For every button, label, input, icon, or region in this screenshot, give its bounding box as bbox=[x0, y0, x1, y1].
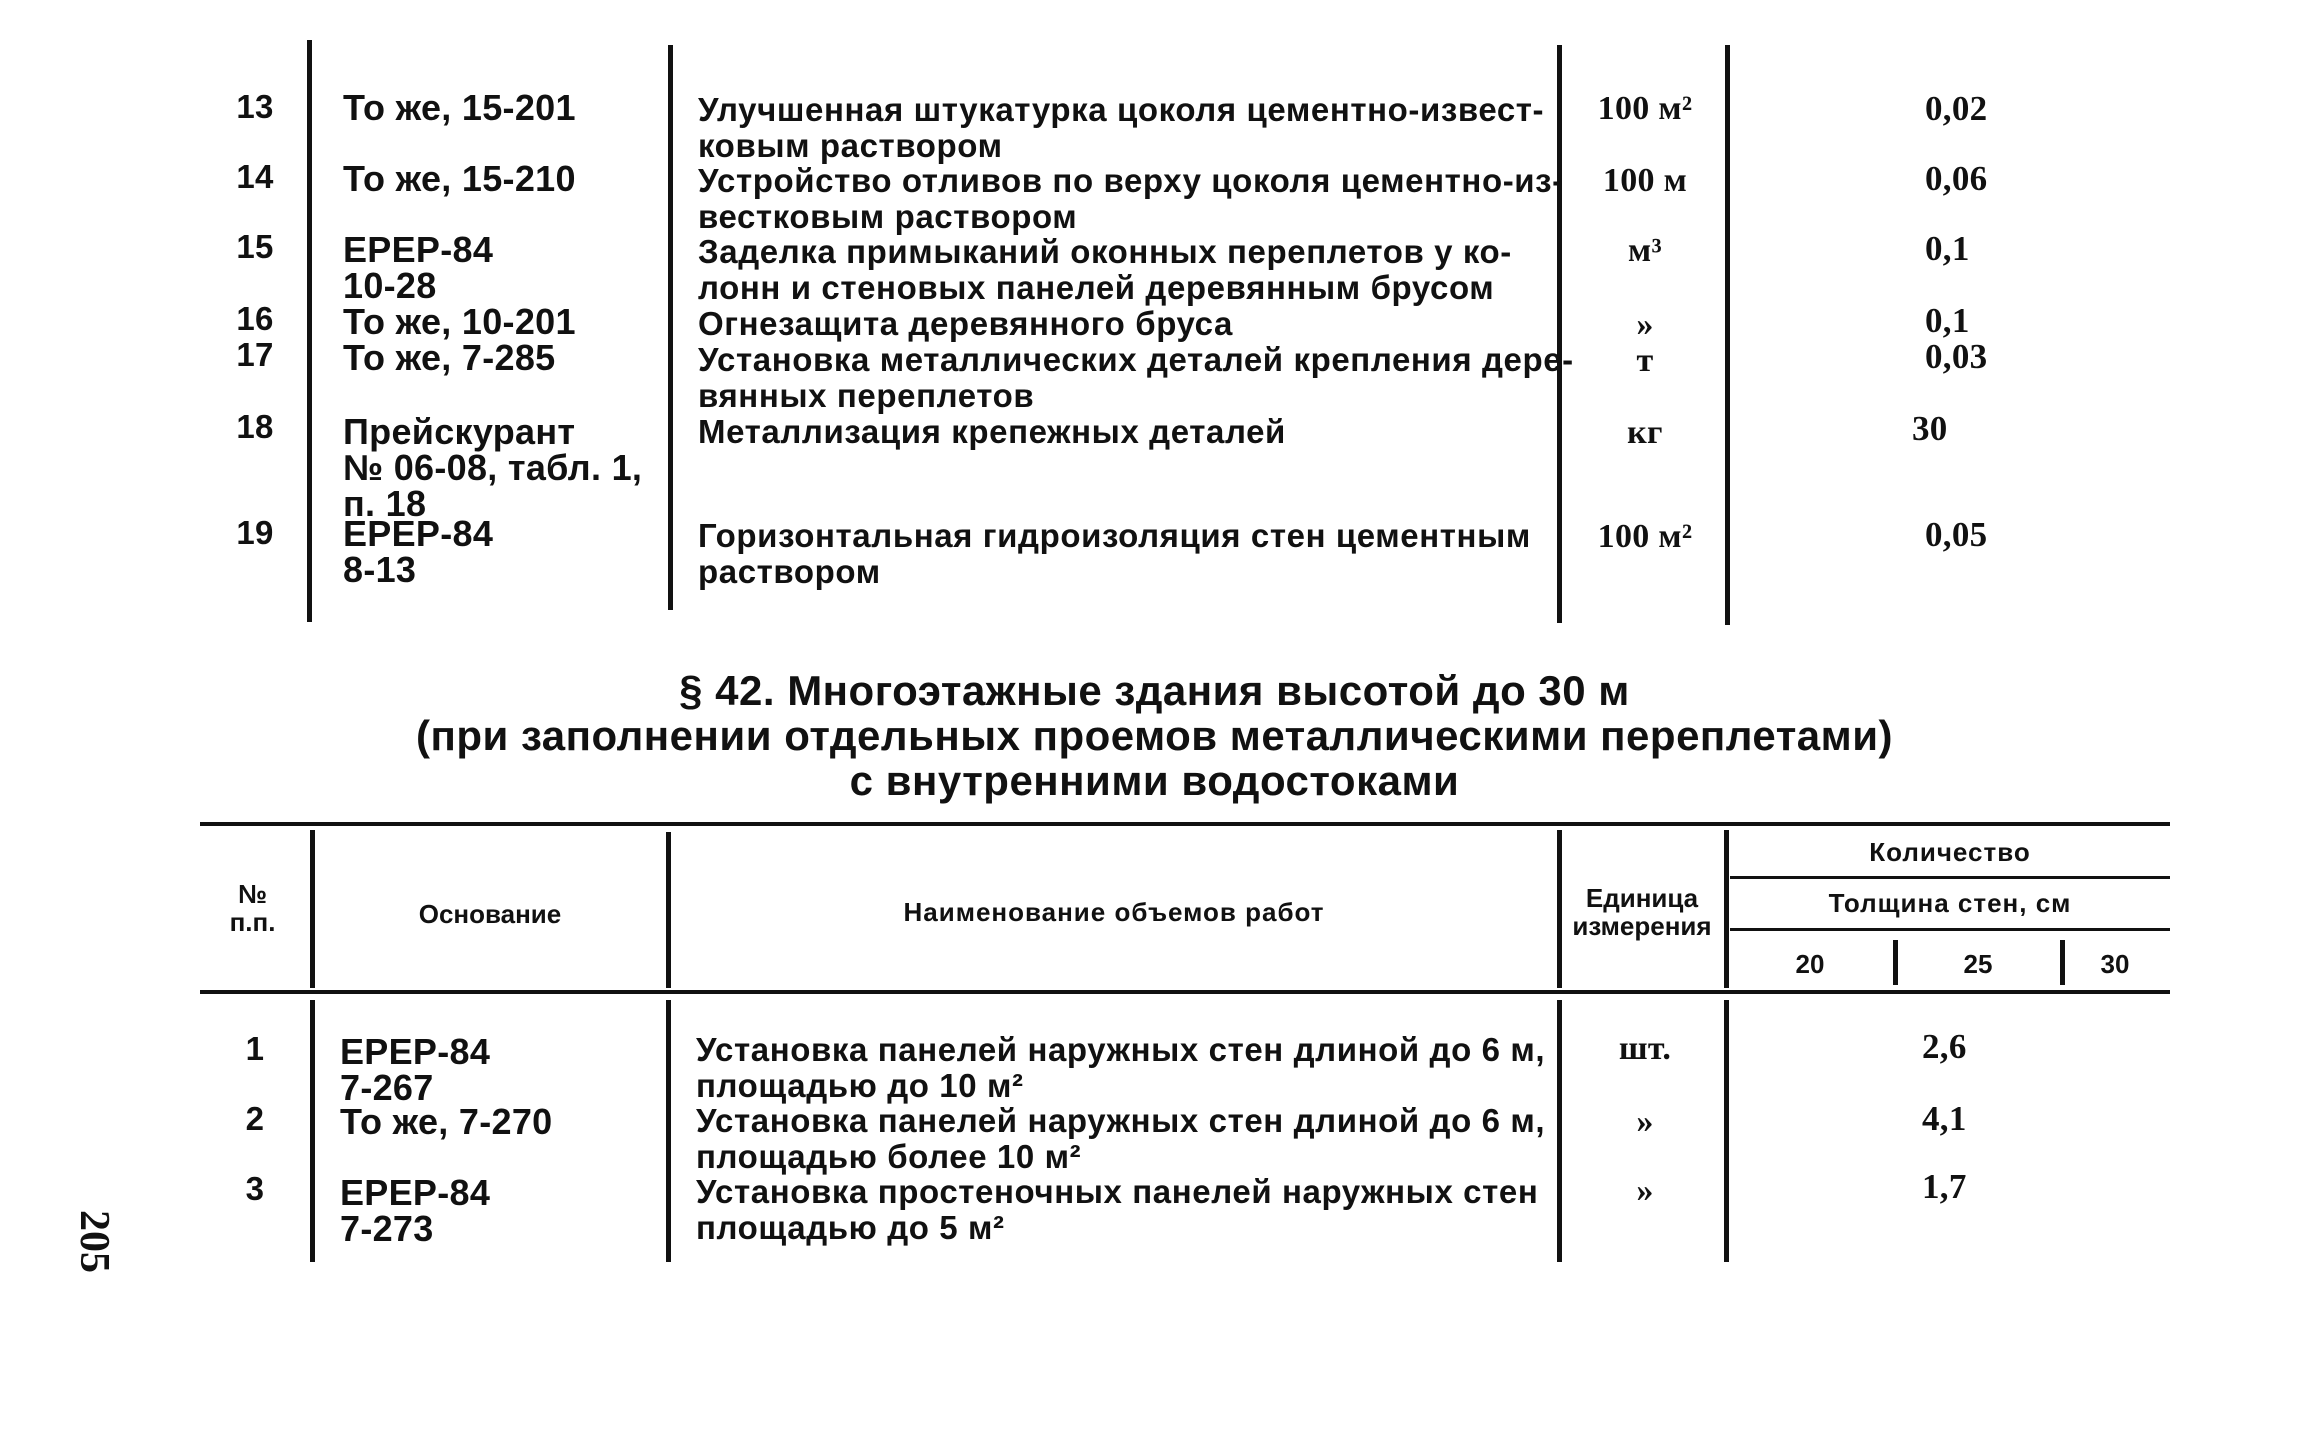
row-1-unit: шт. bbox=[1618, 1030, 1672, 1067]
header-col-30: 30 bbox=[2100, 949, 2130, 979]
section-title-line-2: (при заполнении отдельных проемов металлическими переплетами) bbox=[415, 712, 1894, 759]
header-quantity: Количество bbox=[1869, 837, 2031, 867]
row-19-basis: ЕРЕР-84 8-13 bbox=[343, 513, 494, 590]
row-15-description: Заделка примыканий оконных переплетов у ко- лонн и стеновых панелей деревянным брусом bbox=[698, 233, 1512, 306]
page-number: 205 bbox=[71, 1210, 117, 1273]
header-unit: Единица измерения bbox=[1572, 883, 1712, 941]
row-16-unit: » bbox=[1636, 306, 1654, 343]
row-13-basis: То же, 15-201 bbox=[343, 87, 576, 128]
row-1-quantity: 2,6 bbox=[1922, 1027, 1967, 1066]
row-13-number: 13 bbox=[236, 88, 274, 125]
row-18-basis: Прейскурант № 06-08, табл. 1, п. 18 bbox=[343, 411, 643, 524]
row-14-basis: То же, 15-210 bbox=[343, 158, 576, 199]
row-3-basis: ЕРЕР-84 7-273 bbox=[340, 1172, 491, 1249]
header-basis: Основание bbox=[418, 899, 562, 929]
top-col-divider-2 bbox=[668, 45, 673, 610]
row-13-quantity: 0,02 bbox=[1925, 89, 1988, 128]
row-19-description: Горизонтальная гидроизоляция стен цементным раствором bbox=[698, 517, 1531, 590]
header-col-25: 25 bbox=[1963, 949, 1993, 979]
row-18-unit: кг bbox=[1627, 414, 1663, 451]
row-15-quantity: 0,1 bbox=[1925, 229, 1970, 268]
row-3-quantity: 1,7 bbox=[1922, 1167, 1967, 1206]
row-14-quantity: 0,06 bbox=[1925, 159, 1988, 198]
row-18-quantity: 30 bbox=[1912, 409, 1948, 448]
section-title-line-3: с внутренними водостоками bbox=[849, 757, 1460, 804]
header-col-20: 20 bbox=[1795, 949, 1825, 979]
row-13-description: Улучшенная штукатурка цоколя цементно-извест- ковым раствором bbox=[698, 91, 1545, 164]
row-1-description: Установка панелей наружных стен длиной до 6 м, площадью до 10 м² bbox=[696, 1031, 1546, 1104]
row-18-description: Металлизация крепежных деталей bbox=[698, 413, 1286, 450]
row-2-description: Установка панелей наружных стен длиной до 6 м, площадью более 10 м² bbox=[696, 1102, 1546, 1175]
row-17-quantity: 0,03 bbox=[1925, 337, 1988, 376]
top-col-divider-1 bbox=[307, 40, 312, 622]
row-16-quantity: 0,1 bbox=[1925, 301, 1970, 340]
row-3-description: Установка простеночных панелей наружных стен площадью до 5 м² bbox=[696, 1173, 1539, 1246]
row-1-number: 1 bbox=[245, 1030, 265, 1067]
row-17-number: 17 bbox=[236, 336, 274, 373]
section-title-line-1: § 42. Многоэтажные здания высотой до 30 м bbox=[679, 667, 1630, 714]
row-19-unit: 100 м² bbox=[1597, 518, 1693, 555]
header-bottom-rule bbox=[200, 990, 2170, 994]
thickness-subrule bbox=[1730, 928, 2170, 931]
row-13-unit: 100 м² bbox=[1597, 90, 1693, 127]
row-18-number: 18 bbox=[236, 408, 274, 445]
row-16-basis: То же, 10-201 bbox=[343, 301, 576, 342]
row-2-unit: » bbox=[1636, 1103, 1654, 1140]
row-3-number: 3 bbox=[245, 1170, 265, 1207]
row-15-basis: ЕРЕР-84 10-28 bbox=[343, 229, 494, 306]
header-description: Наименование объемов работ bbox=[903, 897, 1325, 927]
body-col-divider-1 bbox=[310, 1000, 315, 1262]
row-14-unit: 100 м bbox=[1602, 162, 1688, 199]
row-17-unit: т bbox=[1636, 342, 1654, 379]
row-15-number: 15 bbox=[236, 228, 274, 265]
hdr-col-divider-2 bbox=[666, 832, 671, 988]
row-2-quantity: 4,1 bbox=[1922, 1099, 1967, 1138]
table-top-rule bbox=[200, 822, 2170, 826]
body-col-divider-2 bbox=[666, 1000, 671, 1262]
row-14-description: Устройство отливов по верху цоколя цементно-из- вестковым раствором bbox=[698, 162, 1564, 235]
row-17-basis: То же, 7-285 bbox=[343, 337, 556, 378]
row-2-basis: То же, 7-270 bbox=[340, 1101, 553, 1142]
row-3-unit: » bbox=[1636, 1172, 1654, 1209]
quantity-subrule bbox=[1730, 876, 2170, 879]
row-15-unit: м³ bbox=[1628, 232, 1662, 269]
row-14-number: 14 bbox=[236, 158, 274, 195]
header-wall-thickness: Толщина стен, см bbox=[1828, 888, 2072, 918]
row-16-description: Огнезащита деревянного бруса bbox=[698, 305, 1233, 342]
row-19-quantity: 0,05 bbox=[1925, 515, 1988, 554]
row-19-number: 19 bbox=[236, 514, 274, 551]
row-17-description: Установка металлических деталей крепления дере- вянных переплетов bbox=[698, 341, 1574, 414]
header-number: № п.п. bbox=[229, 879, 276, 937]
row-1-basis: ЕРЕР-84 7-267 bbox=[340, 1031, 491, 1108]
hdr-col-divider-4 bbox=[1724, 830, 1729, 988]
row-2-number: 2 bbox=[245, 1100, 265, 1137]
row-16-number: 16 bbox=[236, 300, 274, 337]
